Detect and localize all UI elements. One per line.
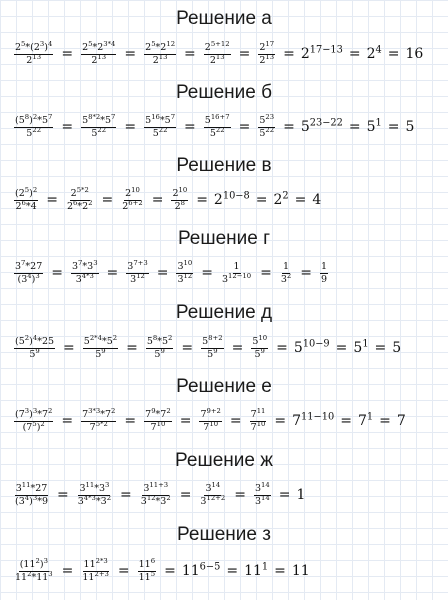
equals-sign: =	[387, 119, 400, 135]
fraction	[204, 39, 231, 67]
equals-sign: =	[61, 563, 74, 579]
equals-sign: =	[283, 119, 295, 135]
fraction	[280, 261, 292, 286]
solution-heading-v: Решение в	[176, 155, 272, 176]
fraction	[81, 406, 116, 434]
fraction-denominator: $5^{22}$	[26, 125, 42, 139]
equals-sign: =	[300, 265, 312, 281]
fraction-numerator: $5^{16}*5^7$	[145, 112, 176, 126]
fraction-denominator: $2^8$	[174, 198, 186, 212]
fraction-denominator: $7^{10}$	[150, 419, 166, 433]
equals-sign: =	[179, 413, 192, 429]
equals-sign: =	[387, 46, 400, 62]
fraction-numerator: $2^5*(2^3)^4$	[15, 39, 53, 53]
solution-expression-b	[12, 107, 444, 147]
fraction-denominator: $3^{12}*3^2$	[140, 493, 171, 507]
equals-sign: =	[61, 413, 74, 429]
solution-heading-d: Решение д	[175, 302, 273, 323]
fraction-denominator: $5^{22}$	[259, 125, 275, 139]
fraction	[144, 406, 172, 434]
fraction-denominator: $3^{12}$	[130, 271, 145, 285]
fraction-numerator: $3^{10}$	[177, 258, 193, 272]
fraction-numerator: $5^{2*4}*5^2$	[83, 333, 118, 347]
fraction-numerator: $5^{8+2}$	[202, 333, 223, 347]
math-term: $11^{6-5}$	[181, 561, 221, 579]
equals-sign: =	[276, 340, 288, 356]
fraction	[126, 258, 148, 286]
solution-expression-a	[12, 34, 444, 74]
fraction-denominator: $5^9$	[95, 346, 106, 360]
fraction	[144, 39, 176, 67]
equals-sign: =	[57, 487, 69, 503]
math-term: $7^1$	[357, 411, 374, 429]
equals-sign: =	[101, 192, 114, 208]
fraction	[201, 333, 223, 361]
fraction	[14, 258, 43, 286]
fraction-denominator: $7^{10}$	[250, 419, 266, 433]
math-term: $7^{11-10}$	[292, 411, 335, 429]
math-term: $5^1$	[353, 338, 369, 356]
equals-sign: =	[274, 563, 286, 579]
fraction-numerator: 1	[283, 260, 290, 272]
fraction-numerator: $2^{17}$	[259, 39, 275, 53]
fraction	[77, 480, 112, 508]
fraction	[144, 112, 176, 140]
equals-sign: =	[340, 413, 352, 429]
fraction-denominator: $11^2*11^3$	[15, 569, 53, 583]
equals-sign: =	[294, 192, 307, 208]
equals-sign: =	[51, 265, 63, 281]
fraction-numerator: $5^{23}$	[259, 112, 275, 126]
fraction-denominator: $(7^5)^2$	[22, 419, 45, 433]
math-term: $5^{10-9}$	[293, 338, 330, 356]
equals-sign: =	[274, 413, 287, 429]
fraction-numerator: $3^{14}$	[254, 480, 270, 494]
fraction-numerator: $(5^2)^4*25$	[15, 333, 55, 347]
fraction-numerator: $2^{5*2}$	[70, 185, 89, 199]
fraction-numerator: $3^{14}$	[205, 480, 221, 494]
equals-sign: =	[229, 413, 242, 429]
fraction	[14, 406, 53, 434]
equals-sign: =	[61, 119, 74, 135]
fraction-denominator: $3^{12}$	[177, 271, 193, 285]
fraction-denominator: 9	[321, 273, 328, 285]
fraction-numerator: $(11^2)^3$	[19, 556, 48, 570]
fraction-numerator: $2^{10}$	[172, 185, 188, 199]
fraction-denominator: $5^{22}$	[152, 125, 168, 139]
fraction-numerator: $3^{11}*3^3$	[79, 480, 110, 494]
equals-sign: =	[196, 192, 208, 208]
fraction-numerator: $3^{7+3}$	[127, 258, 148, 272]
fraction	[146, 333, 174, 361]
fraction	[81, 556, 110, 584]
equals-sign: =	[201, 265, 213, 281]
equals-sign: =	[120, 487, 132, 503]
fraction-denominator: $2^{13}$	[26, 52, 42, 66]
fraction-denominator: $2^6*4$	[15, 198, 37, 212]
fraction-numerator: 1	[233, 260, 240, 272]
equals-sign: =	[283, 46, 295, 62]
solution-heading-a: Решение а	[176, 8, 272, 29]
fraction-numerator: 1	[321, 260, 328, 272]
math-term: 7	[396, 413, 406, 429]
equals-sign: =	[124, 119, 137, 135]
fraction-denominator: $3^{12-10}$	[221, 271, 252, 285]
fraction-denominator: $11^5$	[138, 569, 156, 583]
math-term: $5^{23-22}$	[300, 117, 343, 135]
fraction-numerator: $11^6$	[138, 556, 156, 570]
fraction	[81, 112, 116, 140]
solution-expression-v	[12, 180, 444, 220]
fraction-numerator: $5^8*5^2$	[146, 333, 173, 347]
fraction-denominator: $5^9$	[29, 346, 40, 360]
fraction-denominator: $(3^4)^3$	[17, 271, 40, 285]
fraction-denominator: $11^{2+3}$	[82, 569, 109, 583]
equals-sign: =	[255, 192, 268, 208]
fraction	[71, 258, 99, 286]
fraction-numerator: $3^7*27$	[15, 258, 43, 272]
fraction	[14, 333, 55, 361]
solution-expression-e	[12, 401, 444, 441]
fraction-numerator: $(7^3)^3*7^2$	[15, 406, 53, 420]
fraction-denominator: $5^9$	[254, 346, 265, 360]
math-term: $11^1$	[244, 561, 269, 579]
equals-sign: =	[126, 340, 138, 356]
fraction-denominator: $5^{22}$	[209, 125, 225, 139]
fraction-denominator: $2^{6+2}$	[122, 198, 143, 212]
fraction	[320, 261, 328, 286]
fraction	[121, 185, 143, 213]
fraction-denominator: $3^{12+2}$	[200, 493, 226, 507]
math-term: 16	[405, 46, 424, 62]
fraction-denominator: $3^{14}$	[254, 493, 270, 507]
fraction	[258, 112, 275, 140]
fraction	[221, 261, 252, 286]
fraction-denominator: $7^{5*2}$	[89, 419, 108, 433]
equals-sign: =	[226, 563, 239, 579]
fraction	[138, 556, 156, 584]
equals-sign: =	[63, 340, 75, 356]
fraction-denominator: $3^{4*3}$	[75, 271, 94, 285]
solution-heading-e: Решение е	[176, 376, 272, 397]
fraction-denominator: $2^{13}$	[209, 52, 225, 66]
math-term: 5	[392, 340, 402, 356]
equals-sign: =	[379, 413, 391, 429]
fraction-denominator: $7^{10}$	[203, 419, 219, 433]
equals-sign: =	[164, 563, 176, 579]
solution-heading-g: Решение г	[177, 228, 271, 249]
fraction-numerator: $7^{11}$	[250, 406, 266, 420]
fraction	[66, 185, 94, 213]
solution-expression-d	[12, 328, 444, 368]
fraction	[14, 185, 38, 213]
fraction	[199, 480, 226, 508]
equals-sign: =	[234, 487, 246, 503]
equals-sign: =	[238, 46, 251, 62]
equals-sign: =	[181, 340, 194, 356]
fraction-numerator: $3^7*3^3$	[71, 258, 98, 272]
fraction-denominator: $5^{22}$	[91, 125, 107, 139]
fraction	[140, 480, 172, 508]
equals-sign: =	[238, 119, 251, 135]
equals-sign: =	[374, 340, 387, 356]
fraction-numerator: $2^{5+12}$	[204, 39, 230, 53]
fraction	[81, 39, 116, 67]
fraction-numerator: $(5^8)^2*5^7$	[15, 112, 53, 126]
equals-sign: =	[278, 487, 291, 503]
equals-sign: =	[231, 340, 244, 356]
fraction-numerator: $3^{11}*27$	[15, 480, 48, 494]
fraction	[254, 480, 271, 508]
math-term: 1	[296, 487, 306, 503]
fraction-denominator: $2^6*2^2$	[66, 198, 93, 212]
fraction-numerator: $5^{8*2}*5^7$	[82, 112, 116, 126]
fraction	[258, 39, 275, 67]
fraction-numerator: $7^9*7^2$	[145, 406, 171, 420]
fraction-numerator: $5^{10}$	[252, 333, 268, 347]
math-term: $2^2$	[273, 190, 289, 208]
equals-sign: =	[348, 119, 361, 135]
fraction-denominator: $2^{13}$	[259, 52, 275, 66]
equals-sign: =	[124, 413, 137, 429]
fraction	[199, 406, 221, 434]
fraction-denominator: $3^2$	[280, 271, 292, 285]
equals-sign: =	[260, 265, 272, 281]
fraction	[176, 258, 193, 286]
fraction	[14, 39, 53, 67]
fraction-numerator: $3^{11+3}$	[143, 480, 169, 494]
fraction-denominator: $5^9$	[207, 346, 218, 360]
solution-heading-z: Решение з	[177, 524, 271, 545]
fraction	[83, 333, 118, 361]
solution-expression-z	[12, 551, 444, 591]
math-term: $2^{17-13}$	[300, 44, 343, 62]
fraction-denominator: $3^{4*3}*3^2$	[77, 493, 112, 507]
equals-sign: =	[156, 265, 169, 281]
math-term: $2^4$	[366, 44, 382, 62]
fraction-denominator: $5^9$	[154, 346, 165, 360]
fraction	[14, 480, 49, 508]
equals-sign: =	[184, 46, 196, 62]
equals-sign: =	[151, 192, 164, 208]
fraction-numerator: $7^{3*3}*7^2$	[82, 406, 116, 420]
equals-sign: =	[46, 192, 58, 208]
fraction-numerator: $(2^5)^2$	[15, 185, 38, 199]
equals-sign: =	[124, 46, 137, 62]
math-term: 11	[291, 563, 310, 579]
fraction-denominator: $(3^4)^3*9$	[15, 493, 48, 507]
equals-sign: =	[117, 563, 130, 579]
fraction-numerator: $2^{10}$	[125, 185, 140, 199]
solution-expression-zh	[12, 475, 444, 515]
equals-sign: =	[348, 46, 361, 62]
solution-expression-g	[12, 253, 444, 293]
fraction-numerator: $11^{2*3}$	[83, 556, 108, 570]
fraction-numerator: $2^5*2^{3*4}$	[82, 39, 116, 53]
fraction-denominator: $2^{13}$	[91, 52, 107, 66]
math-term: $5^1$	[366, 117, 382, 135]
fraction	[171, 185, 188, 213]
fraction-numerator: $7^{9+2}$	[200, 406, 221, 420]
equals-sign: =	[335, 340, 348, 356]
fraction-numerator: $5^{16+7}$	[204, 112, 230, 126]
fraction	[14, 556, 54, 584]
solution-heading-zh: Решение ж	[175, 450, 273, 471]
equals-sign: =	[106, 265, 119, 281]
fraction	[204, 112, 231, 140]
equals-sign: =	[179, 487, 192, 503]
math-term: 5	[405, 119, 415, 135]
equals-sign: =	[61, 46, 74, 62]
math-term: 4	[312, 192, 322, 208]
solution-heading-b: Решение б	[175, 82, 273, 103]
fraction	[251, 333, 268, 361]
fraction	[250, 406, 267, 434]
fraction-numerator: $2^5*2^{12}$	[145, 39, 176, 53]
fraction	[14, 112, 53, 140]
equals-sign: =	[184, 119, 196, 135]
math-term: $2^{10-8}$	[213, 190, 250, 208]
fraction-denominator: $2^{13}$	[152, 52, 168, 66]
